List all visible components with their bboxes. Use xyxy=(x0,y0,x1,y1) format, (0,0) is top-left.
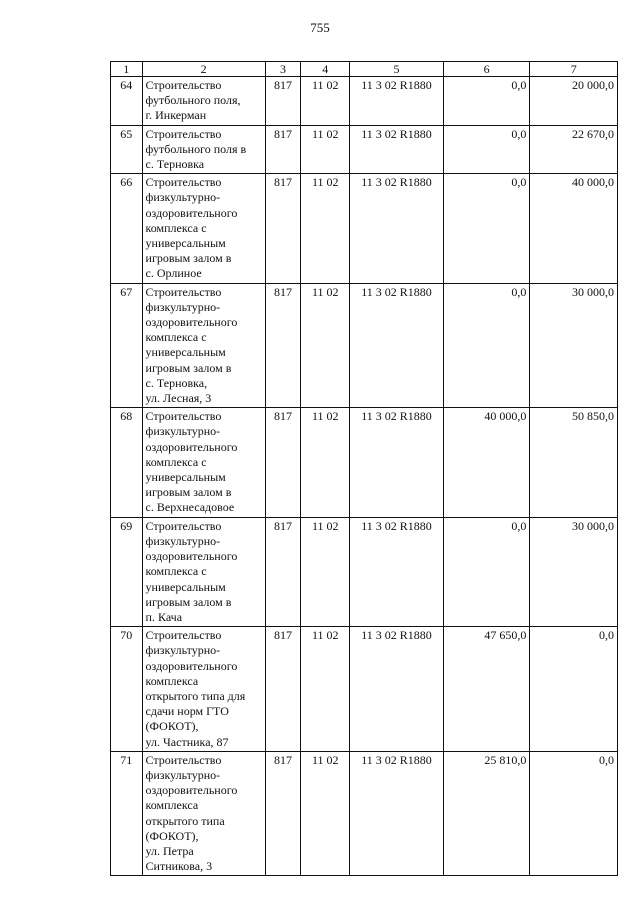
code-col3: 817 xyxy=(265,77,301,126)
code-col5: 11 3 02 R1880 xyxy=(350,77,444,126)
code-col4: 11 02 xyxy=(301,627,350,752)
code-col3: 817 xyxy=(265,408,301,517)
code-col5: 11 3 02 R1880 xyxy=(350,408,444,517)
item-name: Строительство физкультурно- оздоровительного комплекса с универсальным игровым залом в с. Терновка, ул. Лесная, 3 xyxy=(142,283,265,408)
code-col4: 11 02 xyxy=(301,517,350,626)
code-col5: 11 3 02 R1880 xyxy=(350,174,444,283)
code-col4: 11 02 xyxy=(301,751,350,876)
column-header: 4 xyxy=(301,62,350,77)
amount-col7: 0,0 xyxy=(530,627,618,752)
amount-col6: 0,0 xyxy=(443,77,530,126)
item-name: Строительство футбольного поля, г. Инкерман xyxy=(142,77,265,126)
table-row xyxy=(111,77,618,126)
table-row xyxy=(111,174,618,283)
row-number: 66 xyxy=(111,174,143,283)
column-header: 6 xyxy=(443,62,530,77)
column-header: 2 xyxy=(142,62,265,77)
code-col4: 11 02 xyxy=(301,408,350,517)
item-name: Строительство физкультурно- оздоровительного комплекса с универсальным игровым залом в п. Кача xyxy=(142,517,265,626)
table-row xyxy=(111,517,618,626)
row-number: 64 xyxy=(111,77,143,126)
row-number: 67 xyxy=(111,283,143,408)
item-name: Строительство физкультурно- оздоровительного комплекса открытого типа для сдачи норм ГТО (ФОКОТ), ул. Частника, 87 xyxy=(142,627,265,752)
amount-col6: 0,0 xyxy=(443,125,530,174)
column-header: 1 xyxy=(111,62,143,77)
row-number: 65 xyxy=(111,125,143,174)
row-number: 69 xyxy=(111,517,143,626)
amount-col7: 40 000,0 xyxy=(530,174,618,283)
amount-col7: 30 000,0 xyxy=(530,283,618,408)
table-row xyxy=(111,283,618,408)
page-number: 755 xyxy=(310,20,330,35)
row-number: 70 xyxy=(111,627,143,752)
amount-col6: 0,0 xyxy=(443,517,530,626)
item-name: Строительство физкультурно- оздоровительного комплекса с универсальным игровым залом в с. Верхнесадовое xyxy=(142,408,265,517)
code-col4: 11 02 xyxy=(301,174,350,283)
item-name: Строительство физкультурно- оздоровительного комплекса открытого типа (ФОКОТ), ул. Петра Ситникова, 3 xyxy=(142,751,265,876)
code-col3: 817 xyxy=(265,283,301,408)
code-col4: 11 02 xyxy=(301,283,350,408)
table-row xyxy=(111,627,618,752)
code-col3: 817 xyxy=(265,125,301,174)
row-number: 68 xyxy=(111,408,143,517)
amount-col6: 0,0 xyxy=(443,174,530,283)
budget-table xyxy=(110,61,618,876)
amount-col7: 0,0 xyxy=(530,751,618,876)
item-name: Строительство физкультурно- оздоровительного комплекса с универсальным игровым залом в с. Орлиное xyxy=(142,174,265,283)
code-col4: 11 02 xyxy=(301,77,350,126)
code-col3: 817 xyxy=(265,627,301,752)
amount-col7: 22 670,0 xyxy=(530,125,618,174)
column-header: 5 xyxy=(350,62,444,77)
column-header: 7 xyxy=(530,62,618,77)
item-name: Строительство футбольного поля в с. Терновка xyxy=(142,125,265,174)
amount-col6: 0,0 xyxy=(443,283,530,408)
code-col5: 11 3 02 R1880 xyxy=(350,751,444,876)
code-col3: 817 xyxy=(265,174,301,283)
amount-col7: 30 000,0 xyxy=(530,517,618,626)
row-number: 71 xyxy=(111,751,143,876)
code-col5: 11 3 02 R1880 xyxy=(350,125,444,174)
code-col3: 817 xyxy=(265,751,301,876)
column-header: 3 xyxy=(265,62,301,77)
amount-col6: 25 810,0 xyxy=(443,751,530,876)
code-col4: 11 02 xyxy=(301,125,350,174)
amount-col7: 20 000,0 xyxy=(530,77,618,126)
amount-col6: 47 650,0 xyxy=(443,627,530,752)
table-header-row xyxy=(111,62,618,77)
code-col5: 11 3 02 R1880 xyxy=(350,283,444,408)
code-col3: 817 xyxy=(265,517,301,626)
table-row xyxy=(111,751,618,876)
table-row xyxy=(111,125,618,174)
amount-col7: 50 850,0 xyxy=(530,408,618,517)
code-col5: 11 3 02 R1880 xyxy=(350,517,444,626)
amount-col6: 40 000,0 xyxy=(443,408,530,517)
table-row xyxy=(111,408,618,517)
code-col5: 11 3 02 R1880 xyxy=(350,627,444,752)
